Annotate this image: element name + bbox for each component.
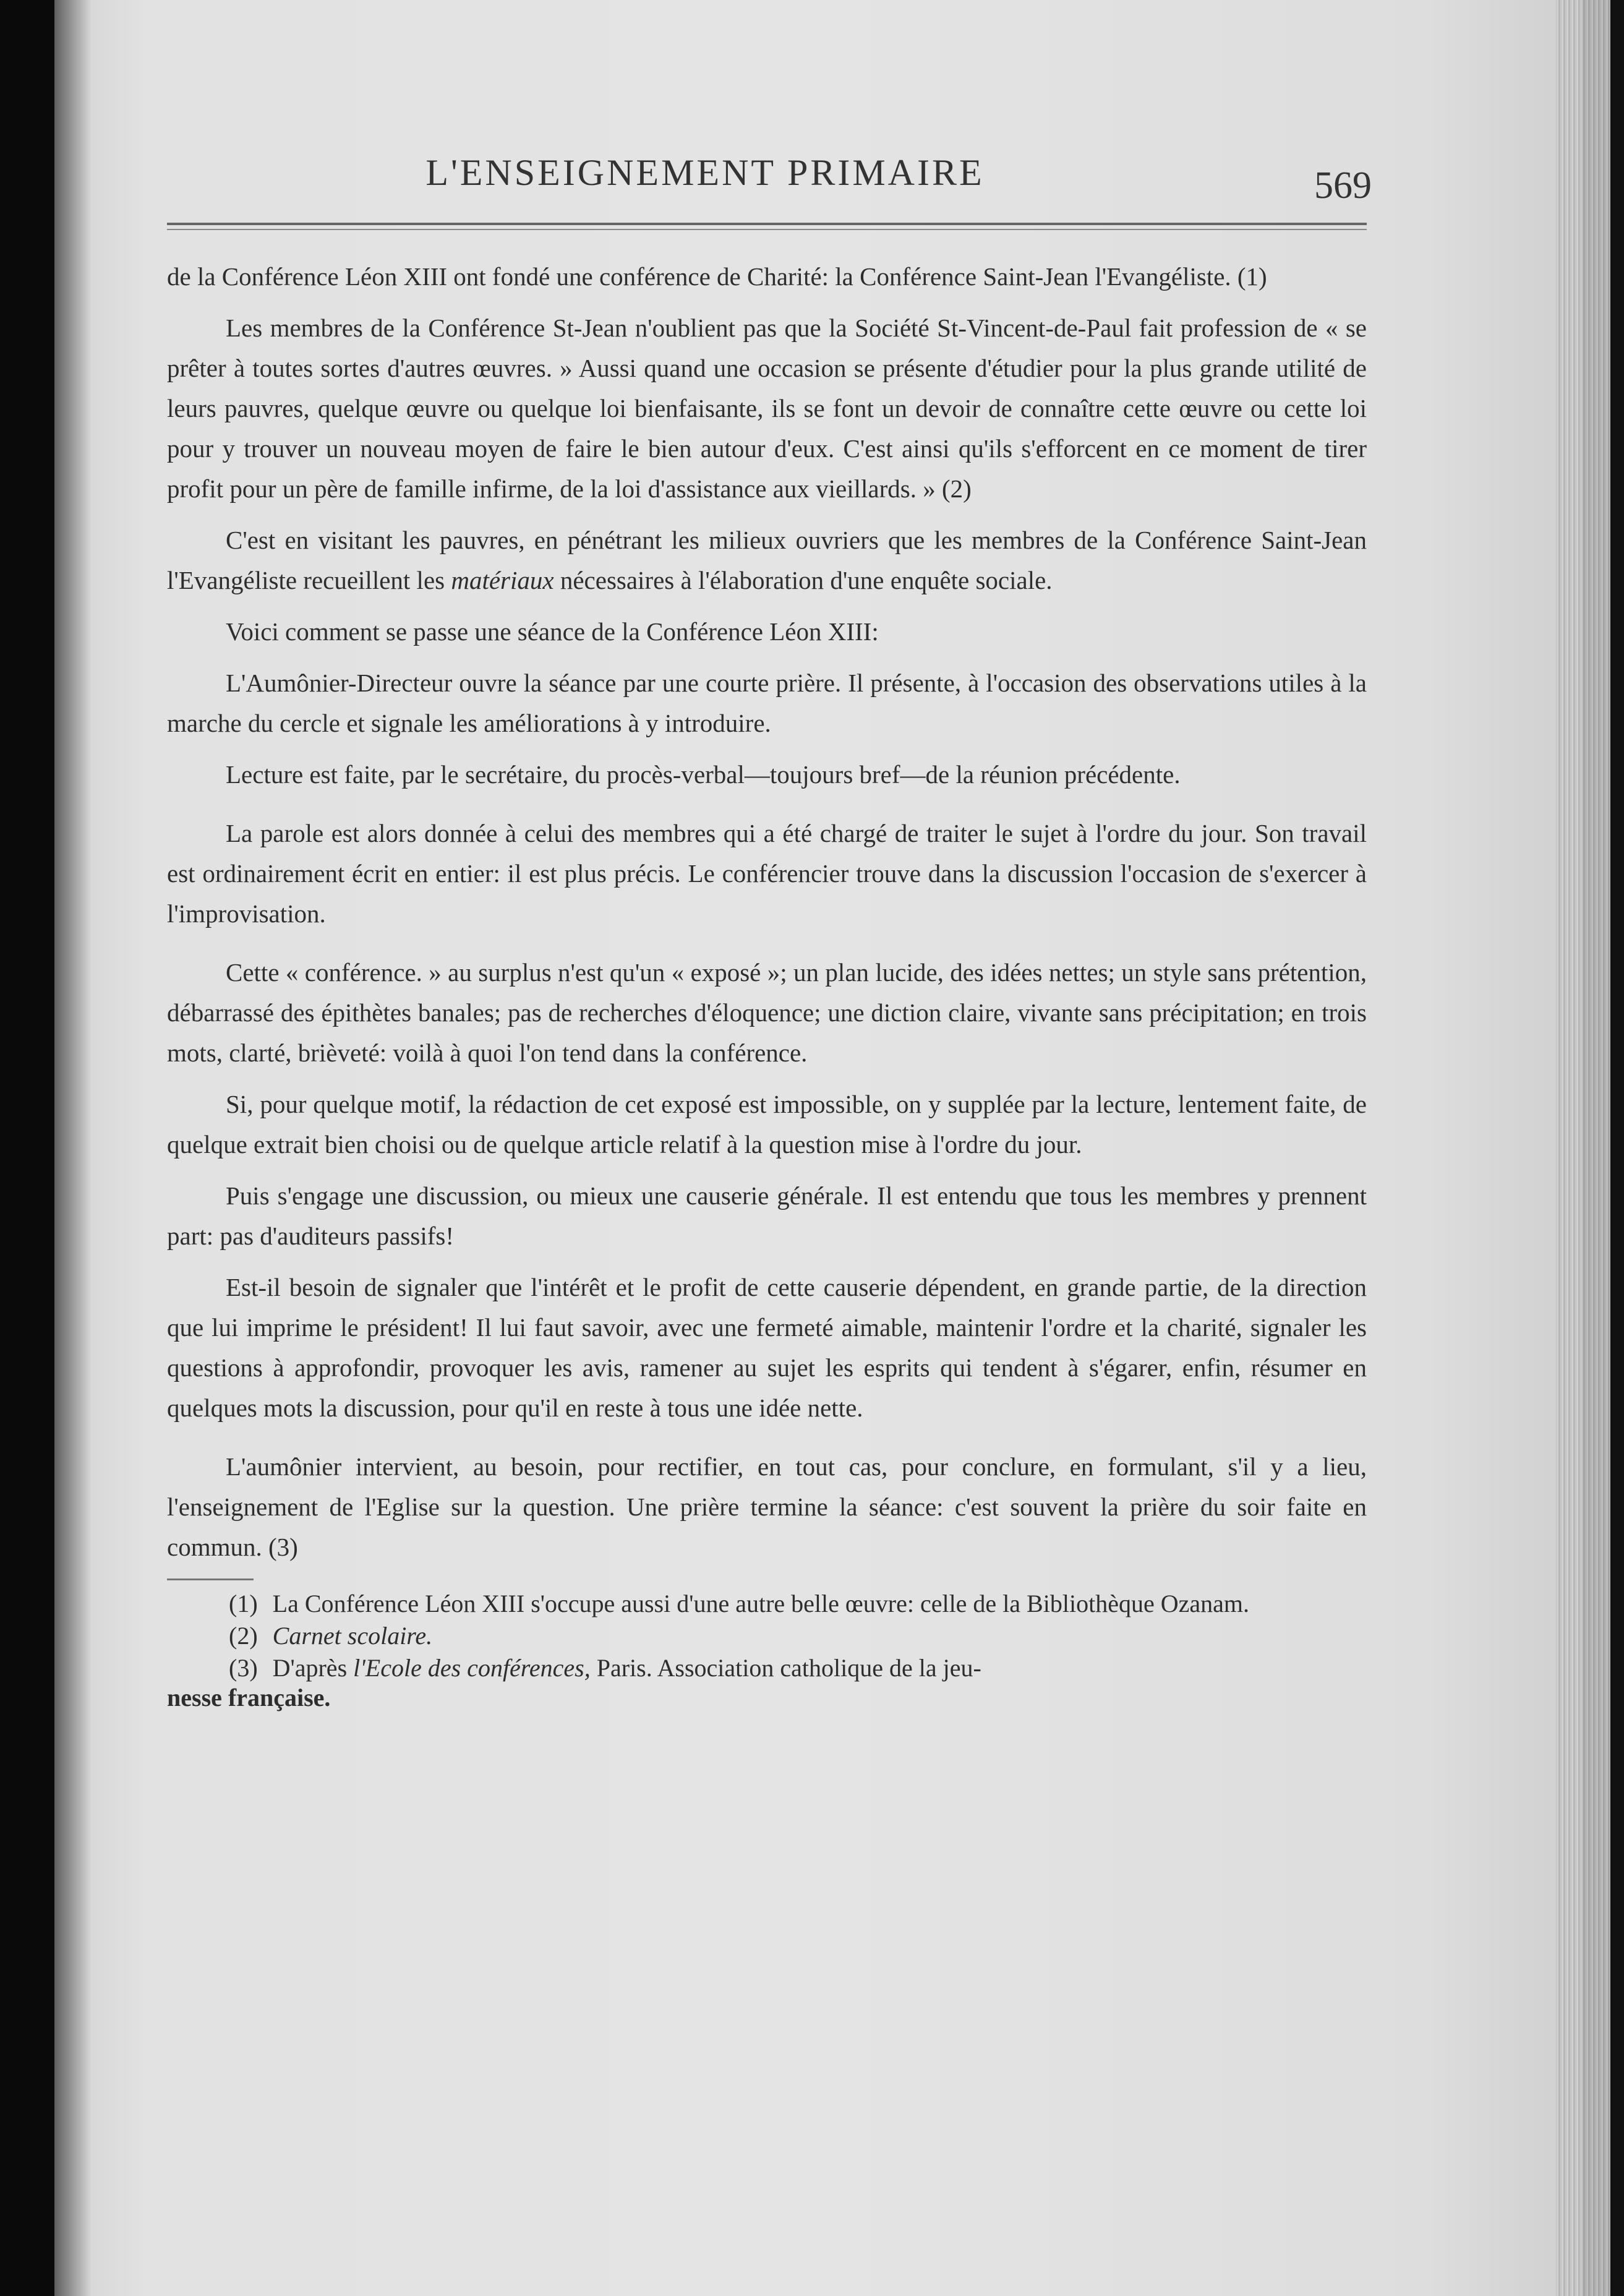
paragraph-3-emphasis: matériaux: [451, 566, 554, 594]
text-block: [118, 0, 1373, 2296]
footnote-3-mid: Paris. Association catholique de la jeu-: [590, 1654, 981, 1682]
paragraph-12: L'aumônier intervient, au besoin, pour rectifier, en tout cas, pour conclure, en formulant, s'il y a lieu, l'enseignement de l'Eglise sur la question. Une prière termine la séance: c'est souvent la prière du soir faite en commun. (3): [167, 1452, 1367, 1561]
paragraph-7: La parole est alors donnée à celui des membres qui a été chargé de traiter le sujet à l'ordre du jour. Son travail est ordinairement écrit en entier: il est plus précis. Le conférencier trouve dans la discussion l'occasion de s'exercer à l'improvisation.: [167, 819, 1367, 928]
paragraph-1: de la Conférence Léon XIII ont fondé une conférence de Charité: la Conférence Saint-Jean l'Evangéliste. (1): [167, 262, 1267, 291]
paragraph-10: Puis s'engage une discussion, ou mieux une causerie générale. Il est entendu que tous les membres y prennent part: pas d'auditeurs passifs!: [167, 1181, 1367, 1250]
paragraph-11: Est-il besoin de signaler que l'intérêt et le profit de cette causerie dépendent, en grande partie, de la direction que lui imprime le président! Il lui faut savoir, avec une fermeté aimable, maintenir l'ordre et la charité, signaler les questions à approfondir, provoquer les avis, ramener au sujet les esprits qui tendent à s'égarer, enfin, résumer en quelques mots la discussion, pour qu'il en reste à tous une idée nette.: [167, 1273, 1367, 1422]
footnote-rule: [167, 1578, 254, 1580]
paragraph-3-before: C'est en visitant les pauvres, en pénétrant les milieux ouvriers que les membres de la Conférence Saint-Jean l'Evangéliste recueillent les: [167, 526, 1367, 594]
paragraph-3-after: nécessaires à l'élaboration d'une enquête sociale.: [553, 566, 1053, 594]
footnote-2-text: Carnet scolaire.: [272, 1622, 433, 1650]
footnotes: [167, 1589, 1367, 1713]
running-head: L'ENSEIGNEMENT PRIMAIRE: [425, 152, 985, 193]
footnote-3-emphasis: l'Ecole des conférences,: [353, 1654, 591, 1682]
paragraph-3: [167, 520, 1367, 601]
footnote-1-text: La Conférence Léon XIII s'occupe aussi d'une autre belle œuvre: celle de la Bibliothèque Ozanam.: [272, 1590, 1249, 1617]
header-rule: [167, 223, 1367, 230]
footnote-3-lead: D'après: [272, 1654, 354, 1682]
footnote-1: [167, 1589, 1367, 1619]
paragraph-5: L'Aumônier-Directeur ouvre la séance par une courte prière. Il présente, à l'occasion des observations utiles à la marche du cercle et signale les améliorations à y introduire.: [167, 669, 1367, 737]
outer-edge: [1610, 0, 1624, 2296]
paragraph-8: Cette « conférence. » au surplus n'est qu'un « exposé »; un plan lucide, des idées nettes; un style sans prétention, débarrassé des épithètes banales; pas de recherches d'éloquence; une diction claire, vivante sans précipitation; en trois mots, clarté, brièveté: voilà à quoi l'on tend dans la conférence.: [167, 958, 1367, 1067]
page-number: 569: [1314, 165, 1372, 207]
body-text: [167, 257, 1367, 1715]
binding-shadow: [54, 0, 92, 2296]
footnote-1-number: (1): [229, 1590, 258, 1617]
footnote-2-number: (2): [229, 1622, 258, 1650]
paragraph-9: Si, pour quelque motif, la rédaction de cet exposé est impossible, on y supplée par la lecture, lentement faite, de quelque extrait bien choisi ou de quelque article relatif à la question mise à l'ordre du jour.: [167, 1090, 1367, 1159]
paragraph-4: Voici comment se passe une séance de la Conférence Léon XIII:: [226, 617, 879, 646]
paragraph-6: Lecture est faite, par le secrétaire, du procès-verbal—toujours bref—de la réunion précédente.: [226, 760, 1181, 789]
footnote-3-tail: nesse française.: [167, 1684, 331, 1711]
footnote-3: [167, 1653, 1367, 1713]
paragraph-2: Les membres de la Conférence St-Jean n'oublient pas que la Société St-Vincent-de-Paul fait profession de « se prêter à toutes sortes d'autres œuvres. » Aussi quand une occasion se présente d'étudier pour la plus grande utilité de leurs pauvres, quelque œuvre ou quelque loi bienfaisante, ils se font un devoir de connaître cette œuvre ou cette loi pour y trouver un nouveau moyen de faire le bien autour d'eux. C'est ainsi qu'ils s'efforcent en ce moment de tirer profit pour un père de famille infirme, de la loi d'assistance aux vieillards. » (2): [167, 314, 1367, 503]
footnote-3-number: (3): [229, 1654, 258, 1682]
footnote-2: [167, 1621, 1367, 1651]
